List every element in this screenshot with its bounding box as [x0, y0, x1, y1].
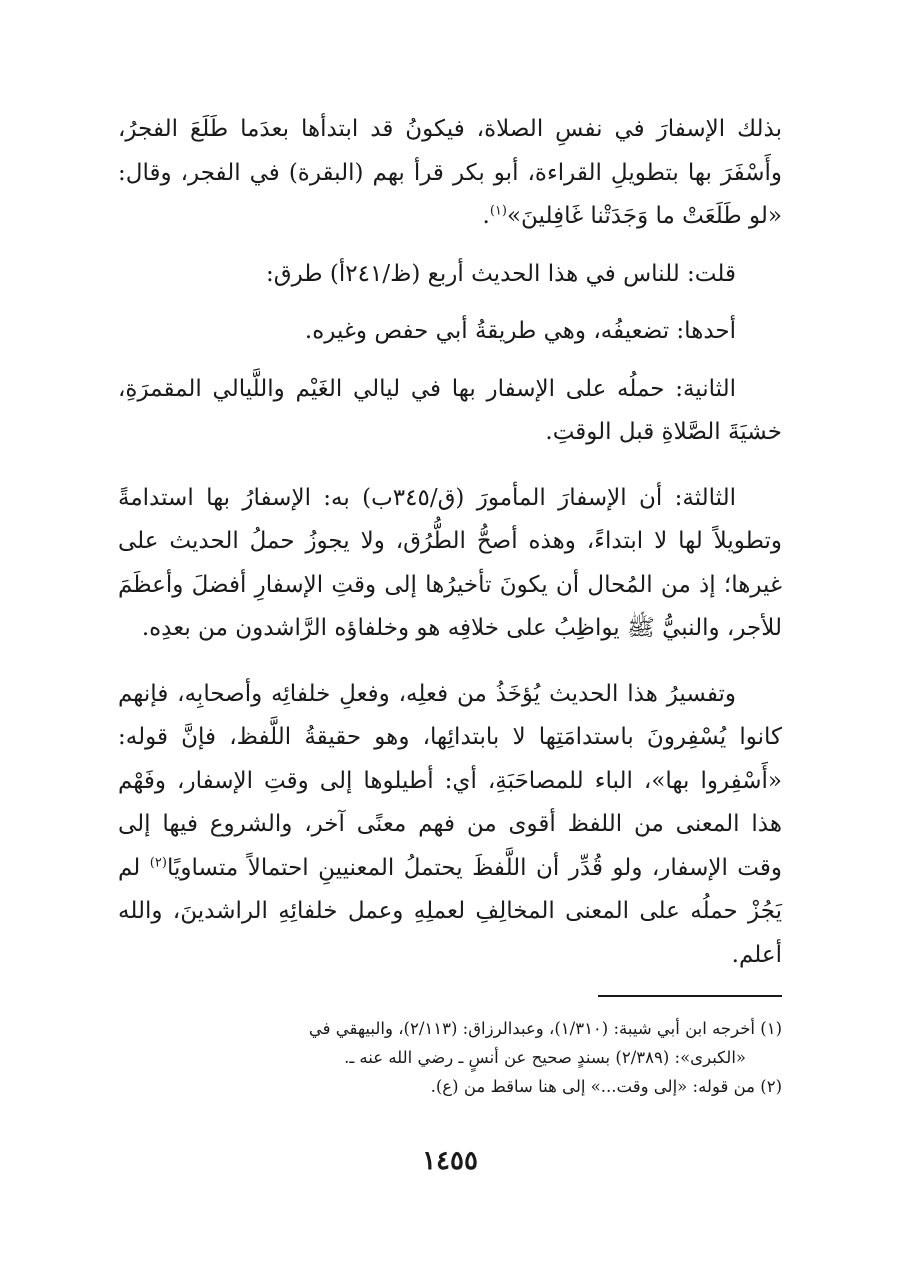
- paragraph-6: [118, 673, 782, 978]
- paragraph-2: قلت: للناس في هذا الحديث أربع (ظ/٢٤١أ) طرق:: [266, 260, 736, 287]
- footnote-ref-1: (١): [489, 203, 507, 219]
- paragraph-4: الثانية: حملُه على الإسفار بها في ليالي الغَيْم واللَّيالي المقمرَةِ، خشيَةَ الصَّلاةِ قبل الوقتِ.: [118, 375, 782, 445]
- paragraph-1: [118, 108, 782, 239]
- footnote-1-line-2: «الكبرى»: (٢/٣٨٩) بسندٍ صحيح عن أنسٍ ـ رضي الله عنه ـ.: [344, 1048, 746, 1067]
- footnotes-block: [118, 1014, 782, 1101]
- paragraph-5: الثالثة: أن الإسفارَ المأمورَ (ق/٣٤٥ب) به: الإسفارُ بها استدامةً وتطويلاً لها لا ابتداءً، وهذه أصحُّ الطُّرُق، ولا يجوزُ حملُ الحديث على غيرها؛ إذ من المُحال أن يكونَ تأخيرُها إلى وقتِ الإسفارِ أفضلَ وأعظَمَ للأجر، والنبيُّ ﷺ يواظِبُ على خلافِه هو وخلفاؤه الرَّاشدون من بعدِه.: [118, 484, 782, 641]
- paragraph-3: أحدها: تضعيفُه، وهي طريقةُ أبي حفص وغيره.: [304, 318, 736, 344]
- footnote-1-line-1: (١) أخرجه ابن أبي شيبة: (١/٣١٠)، وعبدالرزاق: (٢/١١٣)، والبيهقي في: [308, 1019, 782, 1038]
- paragraph-6-end: لم يَجُزْ حملُه على المعنى المخالِفِ لعملِهِ وعمل خلفائِهِ الراشدينَ، والله أعلم.: [118, 854, 782, 968]
- main-text-block: [118, 108, 782, 977]
- footnote-2: (٢) من قوله: «إلى وقت...» إلى هنا ساقط من (ع).: [430, 1077, 782, 1096]
- page-number: ١٤٥٥: [422, 1146, 478, 1176]
- paragraph-6-text: وتفسيرُ هذا الحديث يُؤخَذُ من فعلِه، وفعلِ خلفائِه وأصحابِه، فإنهم كانوا يُسْفِرونَ باستدامَتِها لا بابتدائِها، وهو حقيقةُ اللَّفظ، فإنَّ قوله: «أَسْفِروا بها»، الباء للمصاحَبَةِ، أي: أطيلوها إلى وقتِ الإسفار، وفَهْم هذا المعنى من اللفظ أقوى من فهم معنًى آخر، والشروع فيها إلى وقت الإسفار، ولو قُدِّر أن اللَّفظَ يحتملُ المعنيينِ احتمالاً متساويًا: [118, 680, 782, 881]
- paragraph-1-text: بذلك الإسفارَ في نفسِ الصلاة، فيكونُ قد ابتدأها بعدَما طَلَعَ الفجرُ، وأَسْفَرَ بها بتطويلِ القراءة، أبو بكر قرأ بهم (البقرة) في الفجر، وقال: «لو طَلَعَتْ ما وَجَدَتْنا غَافِلينَ»: [118, 116, 782, 229]
- footnote-separator: [598, 995, 782, 997]
- paragraph-1-end: .: [482, 203, 490, 229]
- footnote-ref-2: (٢): [149, 854, 167, 870]
